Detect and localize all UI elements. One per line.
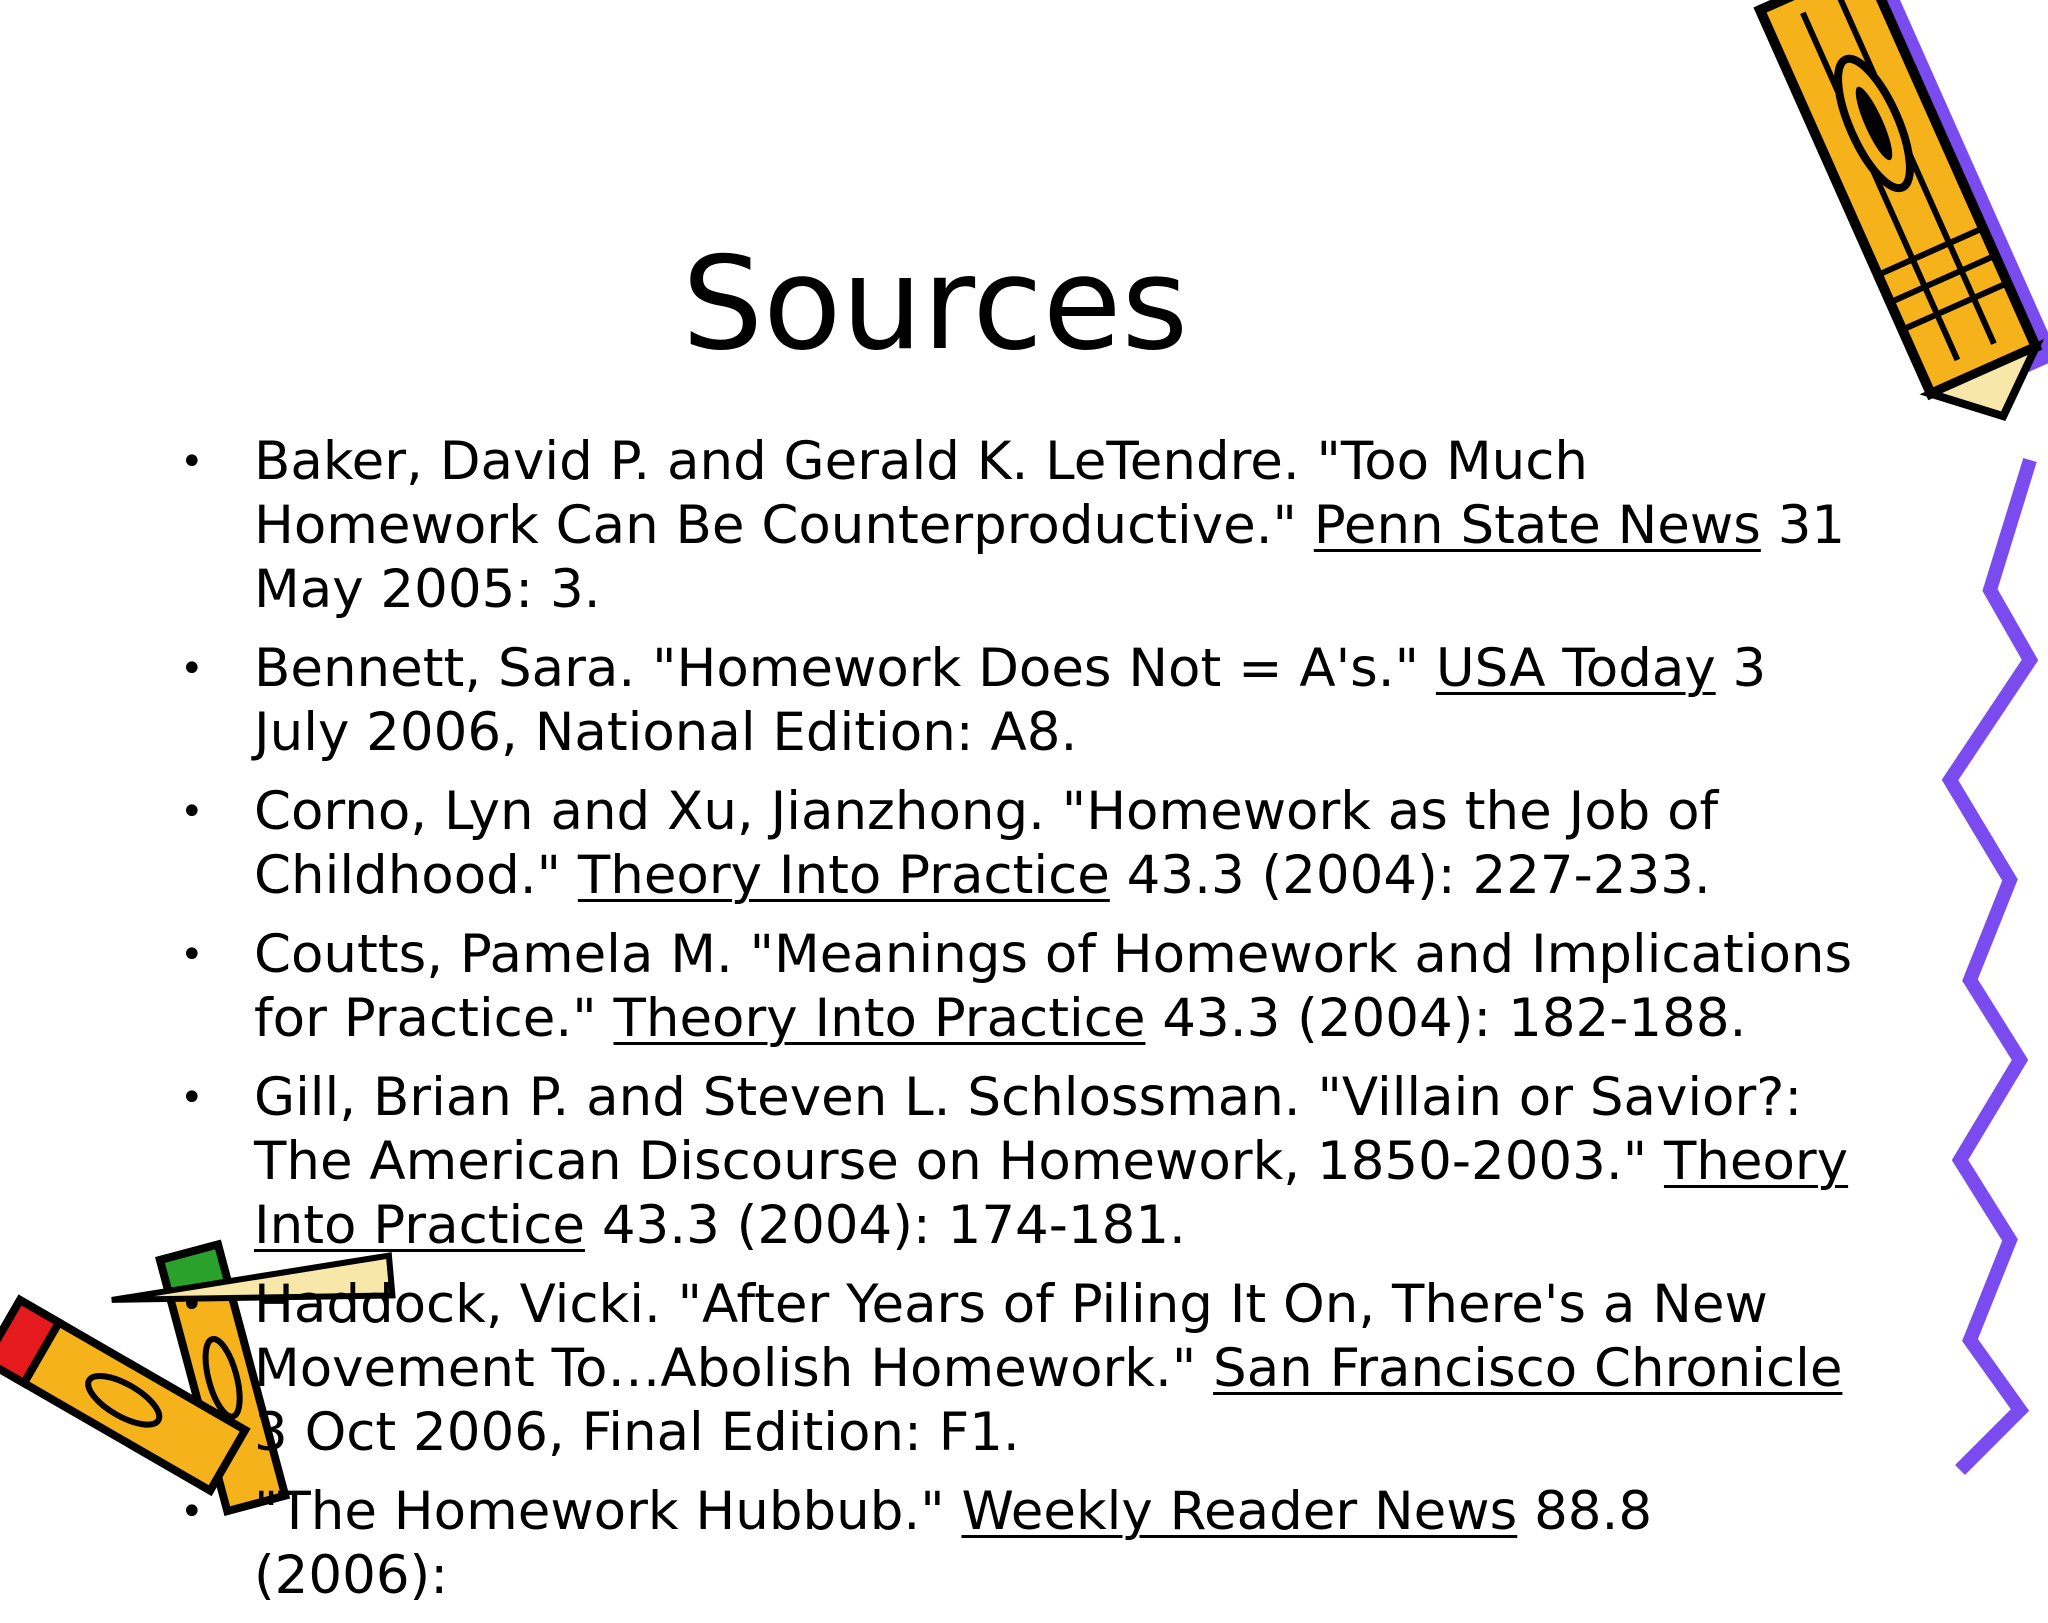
- publication-title: Theory Into Practice: [613, 988, 1146, 1049]
- source-citation: "The Homework Hubbub.": [254, 1481, 962, 1542]
- bullet-icon: •: [180, 932, 204, 978]
- source-citation: Corno, Lyn and Xu, Jianzhong. "Homework as the Job of Childhood.": [254, 781, 1719, 906]
- publication-title: Theory Into Practice: [254, 1131, 1849, 1256]
- source-citation: Haddock, Vicki. "After Years of Piling It On, There's a New Movement To…Abolish Homework.": [254, 1274, 1768, 1399]
- bullet-icon: •: [180, 646, 204, 692]
- source-citation: Coutts, Pamela M. "Meanings of Homework and Implications for Practice.": [254, 924, 1853, 1049]
- slide-title: Sources: [681, 230, 1189, 379]
- source-details: 31 May 2005: 3.: [254, 495, 1846, 620]
- source-item: [170, 1480, 1860, 1608]
- bullet-icon: •: [180, 789, 204, 835]
- publication-title: Theory Into Practice: [577, 845, 1110, 906]
- source-item: [170, 1066, 1860, 1258]
- bullet-icon: •: [180, 1282, 204, 1328]
- source-details: 3 Oct 2006, Final Edition: F1.: [254, 1402, 1020, 1463]
- bullet-icon: •: [180, 1075, 204, 1121]
- source-item: [170, 430, 1860, 622]
- source-citation: Bennett, Sara. "Homework Does Not = A's.": [254, 638, 1436, 699]
- squiggle-icon: [1930, 460, 2048, 1470]
- source-details: 43.3 (2004): 182-188.: [1145, 988, 1747, 1049]
- sources-list: [170, 430, 1860, 1623]
- source-item: [170, 637, 1860, 765]
- publication-title: USA Today: [1435, 638, 1716, 699]
- publication-title: San Francisco Chronicle: [1213, 1338, 1843, 1399]
- source-details: 3 July 2006, National Edition: A8.: [254, 638, 1767, 763]
- source-details: 43.3 (2004): 174-181.: [584, 1195, 1186, 1256]
- source-details: 43.3 (2004): 227-233.: [1109, 845, 1711, 906]
- source-item: [170, 1273, 1860, 1465]
- source-item: [170, 780, 1860, 908]
- bullet-icon: •: [180, 439, 204, 485]
- source-citation: Gill, Brian P. and Steven L. Schlossman. "Villain or Savior?: The American Discourse on Homework, 1850-2003.": [254, 1067, 1803, 1192]
- source-citation: Baker, David P. and Gerald K. LeTendre. "Too Much Homework Can Be Counterproductive.": [254, 431, 1589, 556]
- publication-title: Weekly Reader News: [961, 1481, 1518, 1542]
- publication-title: Penn State News: [1313, 495, 1761, 556]
- source-details: 88.8 (2006):: [254, 1481, 1653, 1606]
- bullet-icon: •: [180, 1489, 204, 1535]
- source-item: [170, 923, 1860, 1051]
